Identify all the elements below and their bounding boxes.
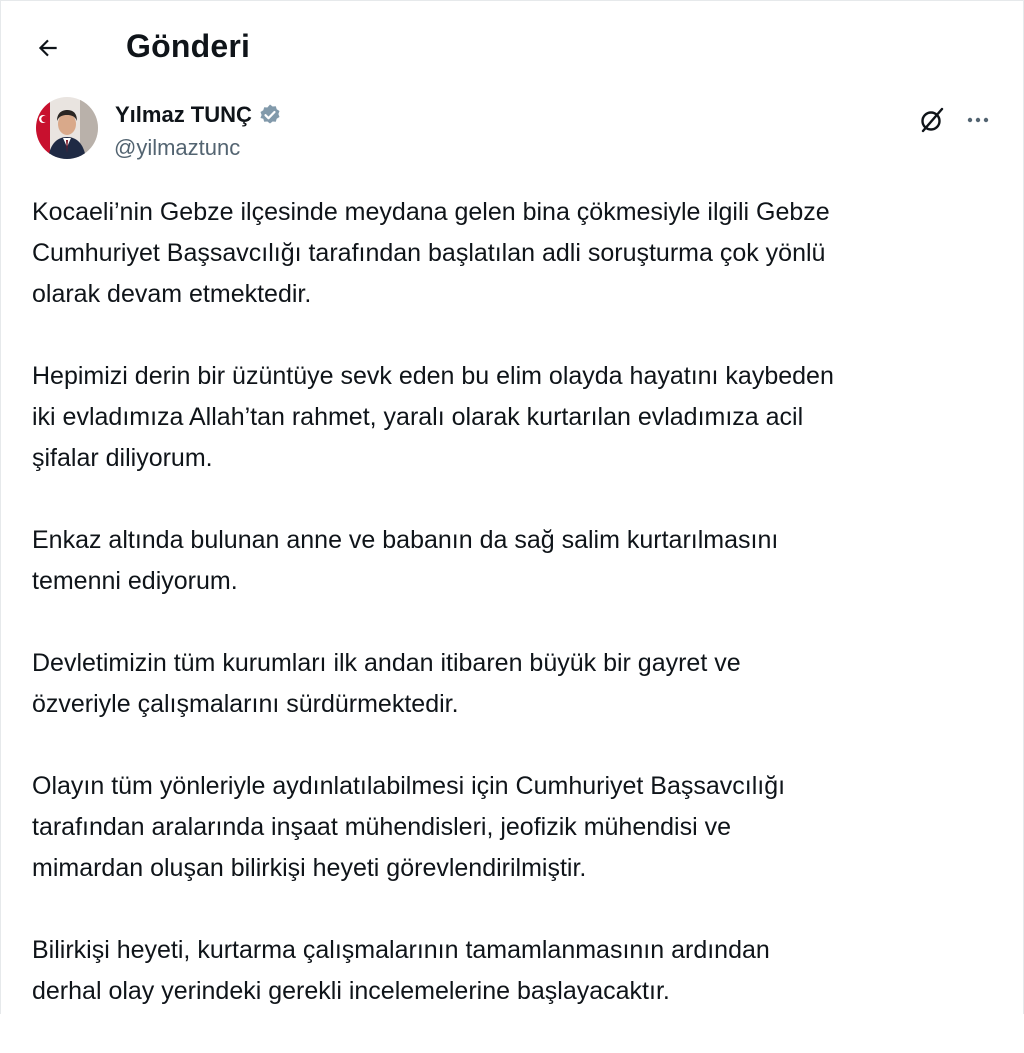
arrow-left-icon: [35, 35, 61, 61]
more-horizontal-icon: [964, 106, 992, 134]
tweet-paragraph: Olayın tüm yönleriyle aydınlatılabilmesi için Cumhuriyet Başsavcılığı tarafından aralarında inşaat mühendisleri, jeofizik mühendisi ve mimardan oluşan bilirkişi heyeti görevlendirilmiştir.: [32, 772, 786, 882]
avatar[interactable]: [36, 97, 98, 159]
author-handle[interactable]: @yilmaztunc: [114, 135, 241, 160]
tweet-paragraph: Hepimizi derin bir üzüntüye sevk eden bu elim olayda hayatını kaybeden iki evladımıza Allah’tan rahmet, yaralı olarak kurtarılan evladımıza acil şifalar diliyorum.: [32, 362, 834, 472]
page-title: Gönderi: [126, 28, 251, 64]
page-header: [0, 0, 1024, 96]
grok-button[interactable]: [912, 100, 952, 140]
avatar-image: [36, 97, 98, 159]
more-options-button[interactable]: [958, 100, 998, 140]
author-name: Yılmaz TUNÇ: [115, 102, 252, 127]
tweet-text: [32, 192, 1002, 1053]
tweet-paragraph: Kocaeli’nin Gebze ilçesinde meydana gelen bina çökmesiyle ilgili Gebze Cumhuriyet Başsavcılığı tarafından başlatılan adli soruşturma çok yönlü olarak devam etmektedir.: [32, 198, 830, 308]
tweet-paragraph: Bilirkişi heyeti, kurtarma çalışmalarının tamamlanmasının ardından derhal olay yerindeki gerekli incelemelerine başlayacaktır.: [32, 936, 770, 1005]
back-button[interactable]: [26, 26, 70, 70]
author-name-row[interactable]: [115, 102, 282, 128]
verified-badge-icon: [258, 103, 282, 127]
grok-icon: [918, 106, 946, 134]
tweet-paragraph: Enkaz altında bulunan anne ve babanın da sağ salim kurtarılmasını temenni ediyorum.: [32, 526, 779, 595]
tweet-paragraph: Devletimizin tüm kurumları ilk andan itibaren büyük bir gayret ve özveriyle çalışmalarını sürdürmektedir.: [32, 649, 741, 718]
